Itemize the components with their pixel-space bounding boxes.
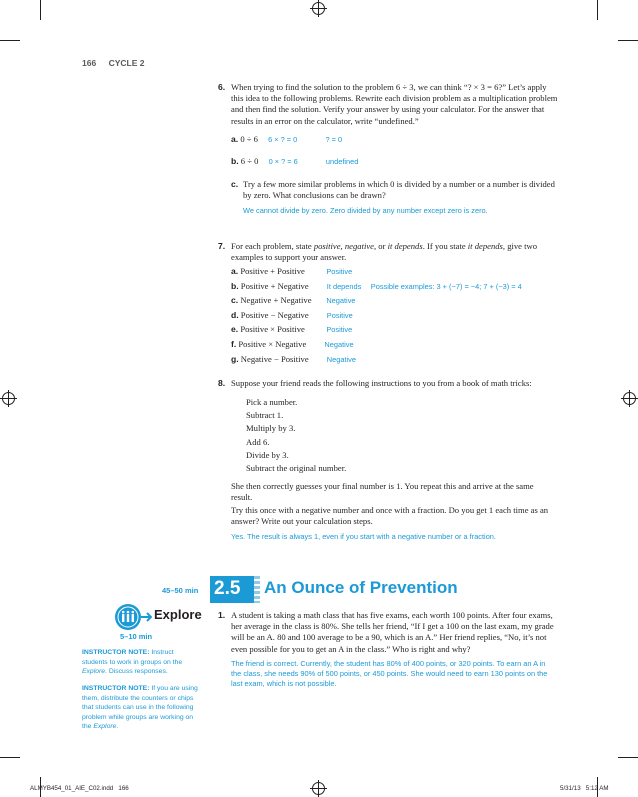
q8-number: 8. [218, 378, 226, 388]
q8-step: Subtract 1. [246, 410, 284, 421]
q7-item: f. Positive × Negative Negative [231, 339, 354, 349]
q8-step: Divide by 3. [246, 449, 289, 460]
s25-q1-text: A student is taking a math class that has five exams, each worth 100 points. After four exams, her average in the class is 80%. She tells her friend, “If I get a 100 on the last exam, my grade will be an A. 80 and 100 average to be a 90, which is an A.” Her friend replies, “No, it’s not even possible for you to get an A in the class.” Who is right and why? [231, 610, 554, 654]
explore-time: 5–10 min [120, 632, 153, 641]
registration-mark-icon [2, 392, 15, 405]
registration-mark-icon [623, 392, 636, 405]
q6-b-answer1: 0 × ? = 6 [268, 157, 298, 166]
q6-number: 6. [218, 82, 226, 92]
q6-c-answer: We cannot divide by zero. Zero divided by any number except zero is zero. [243, 206, 488, 215]
footer-date: 5/31/13 5:12 AM [560, 785, 609, 792]
section-number: 2.5 [214, 578, 241, 599]
registration-mark-icon [312, 782, 325, 795]
q7-text: For each problem, state positive, negative, or it depends. If you state it depends, give two examples to support your answer. [231, 241, 538, 263]
q8-answer: Yes. The result is always 1, even if you start with a negative number or a fraction. [231, 532, 496, 541]
q6-c-label: c. [231, 179, 239, 189]
s25-q1-answer: The friend is correct. Currently, the student has 80% of 400 points, or 320 points. To earn an A in the class, she needs 90% of 500 points, or 450 points. She would need to earn 130 points on the last exam, which is not possible. [231, 659, 548, 689]
footer-file: ALMYB454_01_AIE_C02.indd 166 [30, 785, 129, 792]
q8-para2: Try this once with a negative number and once with a fraction. Do you get 1 each time as an answer? Write out your calculation steps. [231, 505, 549, 527]
q7-item: g. Negative − Positive Negative [231, 353, 356, 364]
q6-b-answer2: undefined [325, 157, 359, 166]
q8-step: Multiply by 3. [246, 423, 296, 434]
section-time: 45–50 min [162, 586, 199, 595]
q6-a-answer2: ? = 0 [325, 135, 343, 144]
section-title: An Ounce of Prevention [264, 578, 458, 597]
instructor-note-1: INSTRUCTOR NOTE: Instruct students to work in groups on the Explore. Discuss responses. [82, 649, 183, 676]
q6-b-problem: 6 ÷ 0 [240, 156, 259, 166]
q7-item: e. Positive × Positive Positive [231, 324, 353, 335]
q6-b: b. 6 ÷ 0 0 × ? = 6 undefined [231, 156, 359, 166]
running-header [82, 58, 144, 68]
q6-a-answer1: 6 × ? = 0 [268, 135, 298, 144]
registration-mark-icon [312, 2, 325, 15]
q6-a: a. 0 ÷ 6 6 × ? = 0 ? = 0 [231, 134, 343, 144]
page-number: 166 [82, 58, 97, 68]
cycle-label: CYCLE 2 [108, 58, 145, 68]
q7-item: d. Positive − Negative Positive [231, 309, 353, 320]
q6-text: When trying to find the solution to the problem 6 ÷ 3, we can think “? × 3 = 6?” Let’s apply this idea to the following problems. Rewrite each division problem as a multiplication problem and then find the solution. Verify your answer by using your calculator. For the answer that results in an error on the calculator, write “undefined.” [231, 82, 558, 126]
instructor-note-2: INSTRUCTOR NOTE: If you are using them, distribute the counters or chips that students can use in the following problem while groups are working on the Explore. [82, 685, 198, 731]
q8-step: Pick a number. [246, 397, 298, 407]
q7-number: 7. [218, 241, 226, 251]
explore-group-icon [114, 603, 152, 631]
q8-step: Subtract the original number. [246, 463, 347, 473]
q8-para1: She then correctly guesses your final number is 1. You repeat this and arrive at the same result. [231, 481, 534, 503]
q6-a-problem: 0 ÷ 6 [240, 134, 258, 144]
q7-item: a. Positive + Positive Positive [231, 266, 353, 276]
q7-item: c. Negative + Negative Negative [231, 295, 356, 306]
q8-step: Add 6. [246, 436, 270, 447]
s25-q1-number: 1. [218, 610, 226, 620]
q7-item: b. Positive + Negative It depends Possible examples: 3 + (−7) = −4; 7 + (−3) = 4 [231, 280, 522, 291]
q8-text: Suppose your friend reads the following instructions to you from a book of math tricks: [231, 378, 532, 388]
explore-label: Explore [154, 607, 202, 622]
section-divider-dots [254, 576, 260, 603]
q6-c-text: Try a few more similar problems in which 0 is divided by a number or a number is divided by zero. What conclusions can be drawn? [243, 179, 555, 201]
